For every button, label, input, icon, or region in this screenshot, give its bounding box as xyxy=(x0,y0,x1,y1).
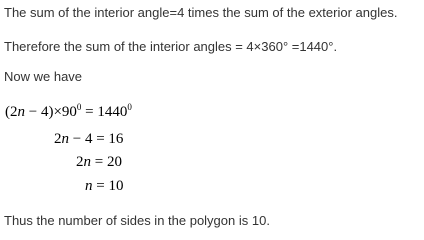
equation-step-2: 2n − 4 = 16 xyxy=(54,131,124,147)
equation-step-4: n = 10 xyxy=(85,178,124,194)
statement-sum-relation: The sum of the interior angle=4 times the sum of the exterior angles. xyxy=(4,5,398,20)
equation-step-1: $(2n - 4)\times 90^0 = 1440^0$ xyxy=(5,102,132,120)
equation-step-3: 2n = 20 xyxy=(76,154,122,170)
conclusion-text: Thus the number of sides in the polygon is 10. xyxy=(4,213,270,228)
statement-now-we-have: Now we have xyxy=(4,69,83,84)
statement-interior-sum: Therefore the sum of the interior angles = 4×360° =1440°. xyxy=(4,39,338,54)
